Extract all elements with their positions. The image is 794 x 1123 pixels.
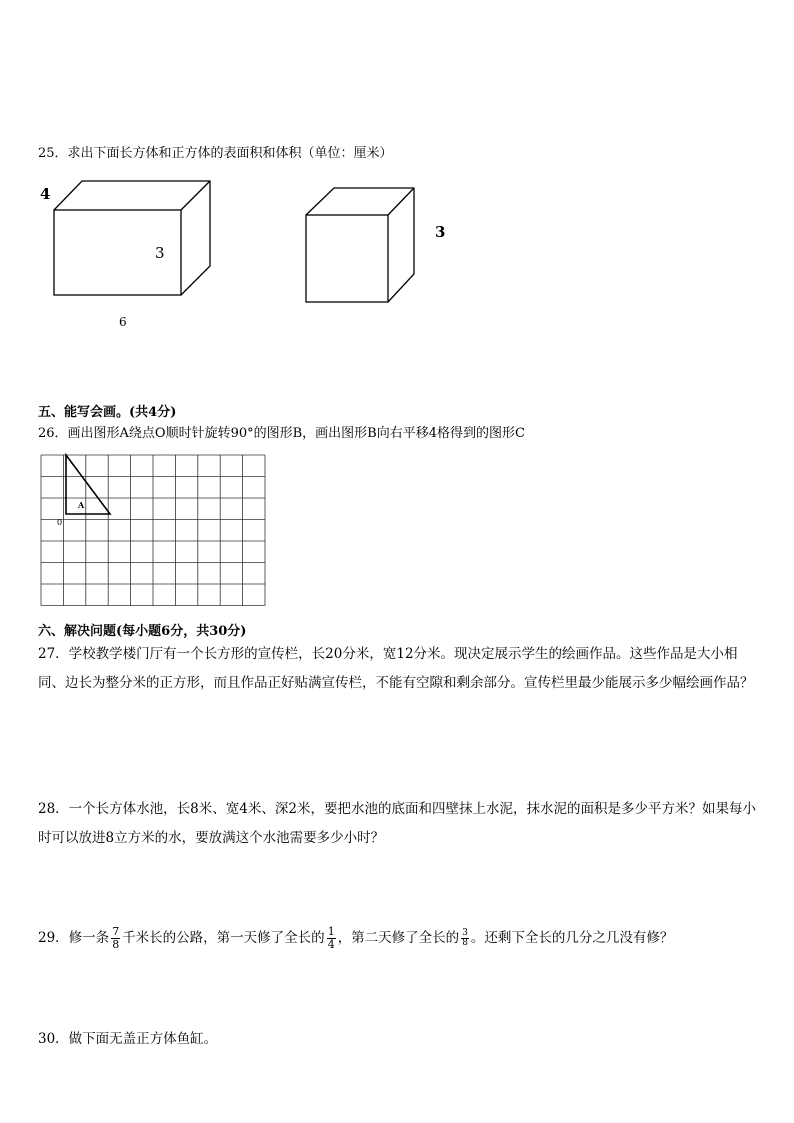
shape-a-label: A [78,500,85,510]
question-25-text: 25．求出下面长方体和正方体的表面积和体积（单位：厘米） [38,146,393,161]
point-o-label: 0 [57,518,63,527]
section-6-title: 六、解决问题(每小题6分，共30分) [38,624,247,639]
question-28-text: 28．一个长方体水池，长8米、宽4米、深2米，要把水池的底面和四壁抹上水泥，抹水泥的面积是多少平方米？如果每小时可以放进8立方米的水，要放满这个水池需要多少小时？ [38,801,756,846]
q29-part2: 千米长的公路，第一天修了全长的 [122,930,325,946]
q29-part3: ，第二天修了全长的 [337,930,460,946]
question-27-text: 27．学校教学楼门厅有一个长方形的宣传栏，长20分米，宽12分米。现决定展示学生的绘画作品。这些作品是大小相同、边长为整分米的正方形，而且作品正好贴满宣传栏，不能有空隙和剩余部分。宣传栏里最少能展示多少幅绘画作品？ [38,646,754,691]
fraction-1-4: $\frac{1}{4}$ [327,925,335,951]
cuboid-height-label: 4 [40,185,51,203]
question-29-text [38,920,673,956]
cube-edge-label: 3 [435,223,446,241]
cuboid-width-label: 3 [155,244,165,262]
question-30-text: 30．做下面无盖正方体鱼缸。 [38,1031,218,1047]
q29-part1: 29．修一条 [38,930,110,946]
section-5-title: 五、能写会画。(共4分) [38,405,177,420]
shape-a-triangle [66,455,110,514]
question-26-text: 26．画出图形A绕点O顺时针旋转90°的图形B，画出图形B向右平移4格得到的图形C [38,426,525,441]
cuboid-length-label: 6 [119,315,127,329]
fraction-7-8: $\frac{7}{8}$ [112,925,120,951]
q29-part4: 。还剩下全长的几分之几没有修？ [470,930,674,946]
fraction-3-8: $\frac{3}{8}$ [462,928,468,948]
